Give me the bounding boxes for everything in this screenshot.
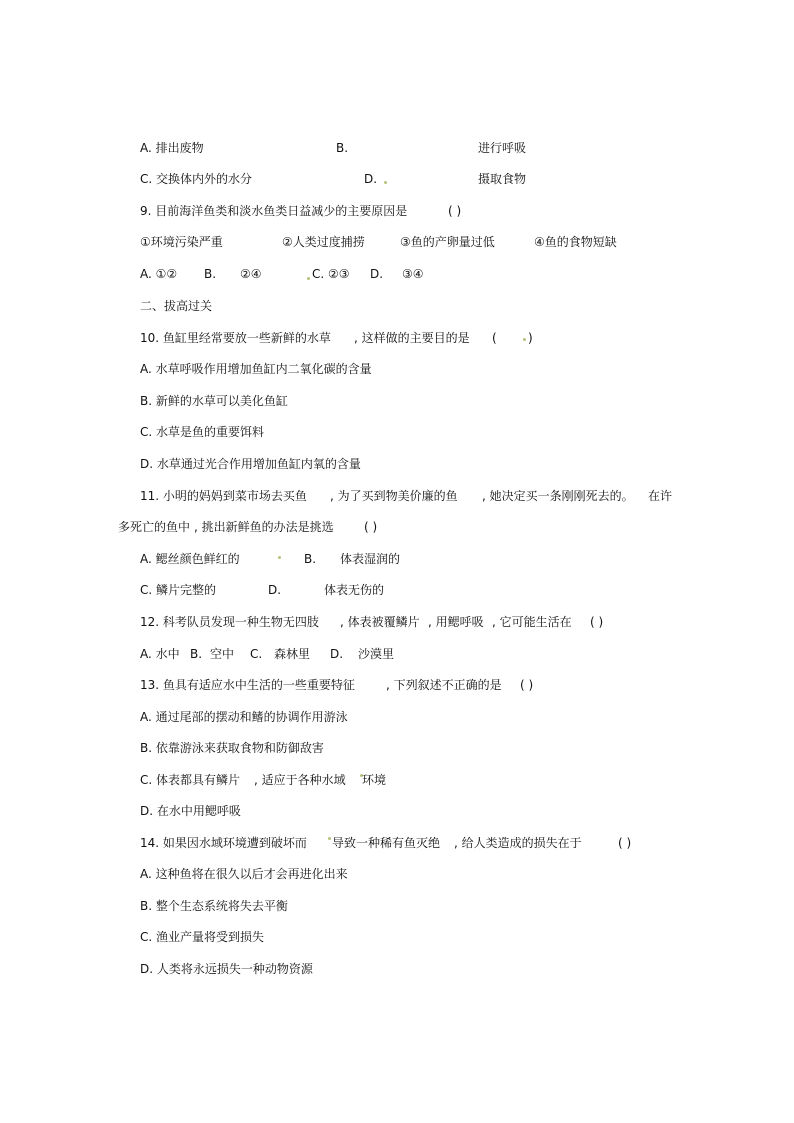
q8-option-b: B.: [336, 141, 349, 155]
speck-mark: [328, 837, 331, 840]
q11-stem-line2-rest: , 挑出新鲜鱼的办法是挑选: [194, 520, 334, 534]
q12-option-b: B.: [190, 647, 203, 661]
q12-option-c-text: 森林里: [274, 647, 311, 661]
q9-option-d: D.: [370, 267, 384, 281]
q9-item-2: ②人类过度捕捞: [282, 235, 365, 249]
q13-option-d: D. 在水中用鳃呼吸: [140, 804, 241, 818]
section-heading: 二、拔高过关: [140, 299, 213, 313]
q12-answer-paren: ( ): [590, 615, 604, 629]
q11-stem: 11. 小明的妈妈到菜市场去买鱼: [140, 489, 307, 503]
q9-option-c: C. ②③: [312, 267, 350, 281]
q14-stem-mid: 导致一种稀有鱼灭绝: [332, 836, 441, 850]
q14-stem: 14. 如果因水域环境遭到破坏而: [140, 836, 307, 850]
q9-option-a: A. ①②: [140, 267, 178, 281]
q9-option-b: B.: [204, 267, 217, 281]
q12-stem-tail: , 它可能生活在: [492, 615, 572, 629]
q13-option-c-end: 环境: [362, 773, 387, 787]
q9-option-b-text: ②④: [240, 267, 262, 281]
q11-stem-line2: 多死亡的鱼中: [118, 520, 191, 534]
q10-option-a: A. 水草呼吸作用增加鱼缸内二氧化碳的含量: [140, 362, 372, 376]
q12-option-a: A. 水中: [140, 647, 180, 661]
q12-stem-mid: , 体表被覆鳞片: [340, 615, 420, 629]
q8-option-b-text: 进行呼吸: [478, 141, 527, 155]
q11-option-c: C. 鳞片完整的: [140, 583, 217, 597]
q11-option-d: D.: [268, 583, 282, 597]
q9-option-d-text: ③④: [402, 267, 424, 281]
q12-option-c: C.: [250, 647, 263, 661]
q8-option-c: C. 交换体内外的水分: [140, 172, 253, 186]
q8-option-d: D.: [364, 172, 378, 186]
q11-option-b: B.: [304, 552, 317, 566]
q12-option-d: D.: [330, 647, 344, 661]
q8-option-a: A. 排出废物: [140, 141, 204, 155]
speck-mark: [278, 556, 281, 559]
q10-paren-open: (: [492, 331, 497, 345]
q14-option-a: A. 这种鱼将在很久以后才会再进化出来: [140, 867, 348, 881]
q12-stem: 12. 科考队员发现一种生物无四肢: [140, 615, 319, 629]
q12-option-d-text: 沙漠里: [358, 647, 395, 661]
q9-item-3: ③鱼的产卵量过低: [400, 235, 495, 249]
q13-stem-rest: , 下列叙述不正确的是: [386, 678, 502, 692]
q12-option-b-text: 空中: [210, 647, 235, 661]
q11-option-a: A. 鳃丝颜色鲜红的: [140, 552, 240, 566]
q11-stem-tail: 在许: [648, 489, 673, 503]
q9-stem: 9. 目前海洋鱼类和淡水鱼类日益减少的主要原因是: [140, 204, 408, 218]
q11-stem-mid: , 为了买到物美价廉的鱼: [330, 489, 458, 503]
speck-mark: [384, 181, 387, 184]
speck-mark: [307, 277, 310, 280]
q10-stem-rest: , 这样做的主要目的是: [354, 331, 470, 345]
q13-option-b: B. 依靠游泳来获取食物和防御敌害: [140, 741, 324, 755]
q11-option-d-text: 体表无伤的: [324, 583, 385, 597]
q13-stem: 13. 鱼具有适应水中生活的一些重要特征: [140, 678, 355, 692]
speck-mark: [523, 338, 526, 341]
q9-item-4: ④鱼的食物短缺: [534, 235, 617, 249]
q13-option-c-rest: , 适应于各种水域: [254, 773, 346, 787]
q14-option-c: C. 渔业产量将受到损失: [140, 930, 265, 944]
q9-item-1: ①环境污染严重: [140, 235, 223, 249]
q10-option-b: B. 新鲜的水草可以美化鱼缸: [140, 394, 288, 408]
q13-answer-paren: ( ): [520, 678, 534, 692]
q10-option-d: D. 水草通过光合作用增加鱼缸内氧的含量: [140, 457, 361, 471]
q14-option-b: B. 整个生态系统将失去平衡: [140, 899, 288, 913]
q13-option-a: A. 通过尾部的摆动和鳍的协调作用游泳: [140, 710, 348, 724]
q14-option-d: D. 人类将永远损失一种动物资源: [140, 962, 313, 976]
q14-answer-paren: ( ): [618, 836, 632, 850]
q10-stem: 10. 鱼缸里经常要放一些新鲜的水草: [140, 331, 331, 345]
q10-paren-close: ): [528, 331, 533, 345]
q10-option-c: C. 水草是鱼的重要饵料: [140, 425, 265, 439]
q11-option-b-text: 体表湿润的: [340, 552, 401, 566]
q11-stem-end: , 她决定买一条刚刚死去的。: [482, 489, 634, 503]
q14-stem-end: , 给人类造成的损失在于: [454, 836, 582, 850]
q11-answer-paren: ( ): [364, 520, 378, 534]
q13-option-c: C. 体表都具有鳞片: [140, 773, 241, 787]
q9-answer-paren: ( ): [448, 204, 462, 218]
q12-stem-end: , 用鳃呼吸: [428, 615, 484, 629]
q8-option-d-text: 摄取食物: [478, 172, 527, 186]
